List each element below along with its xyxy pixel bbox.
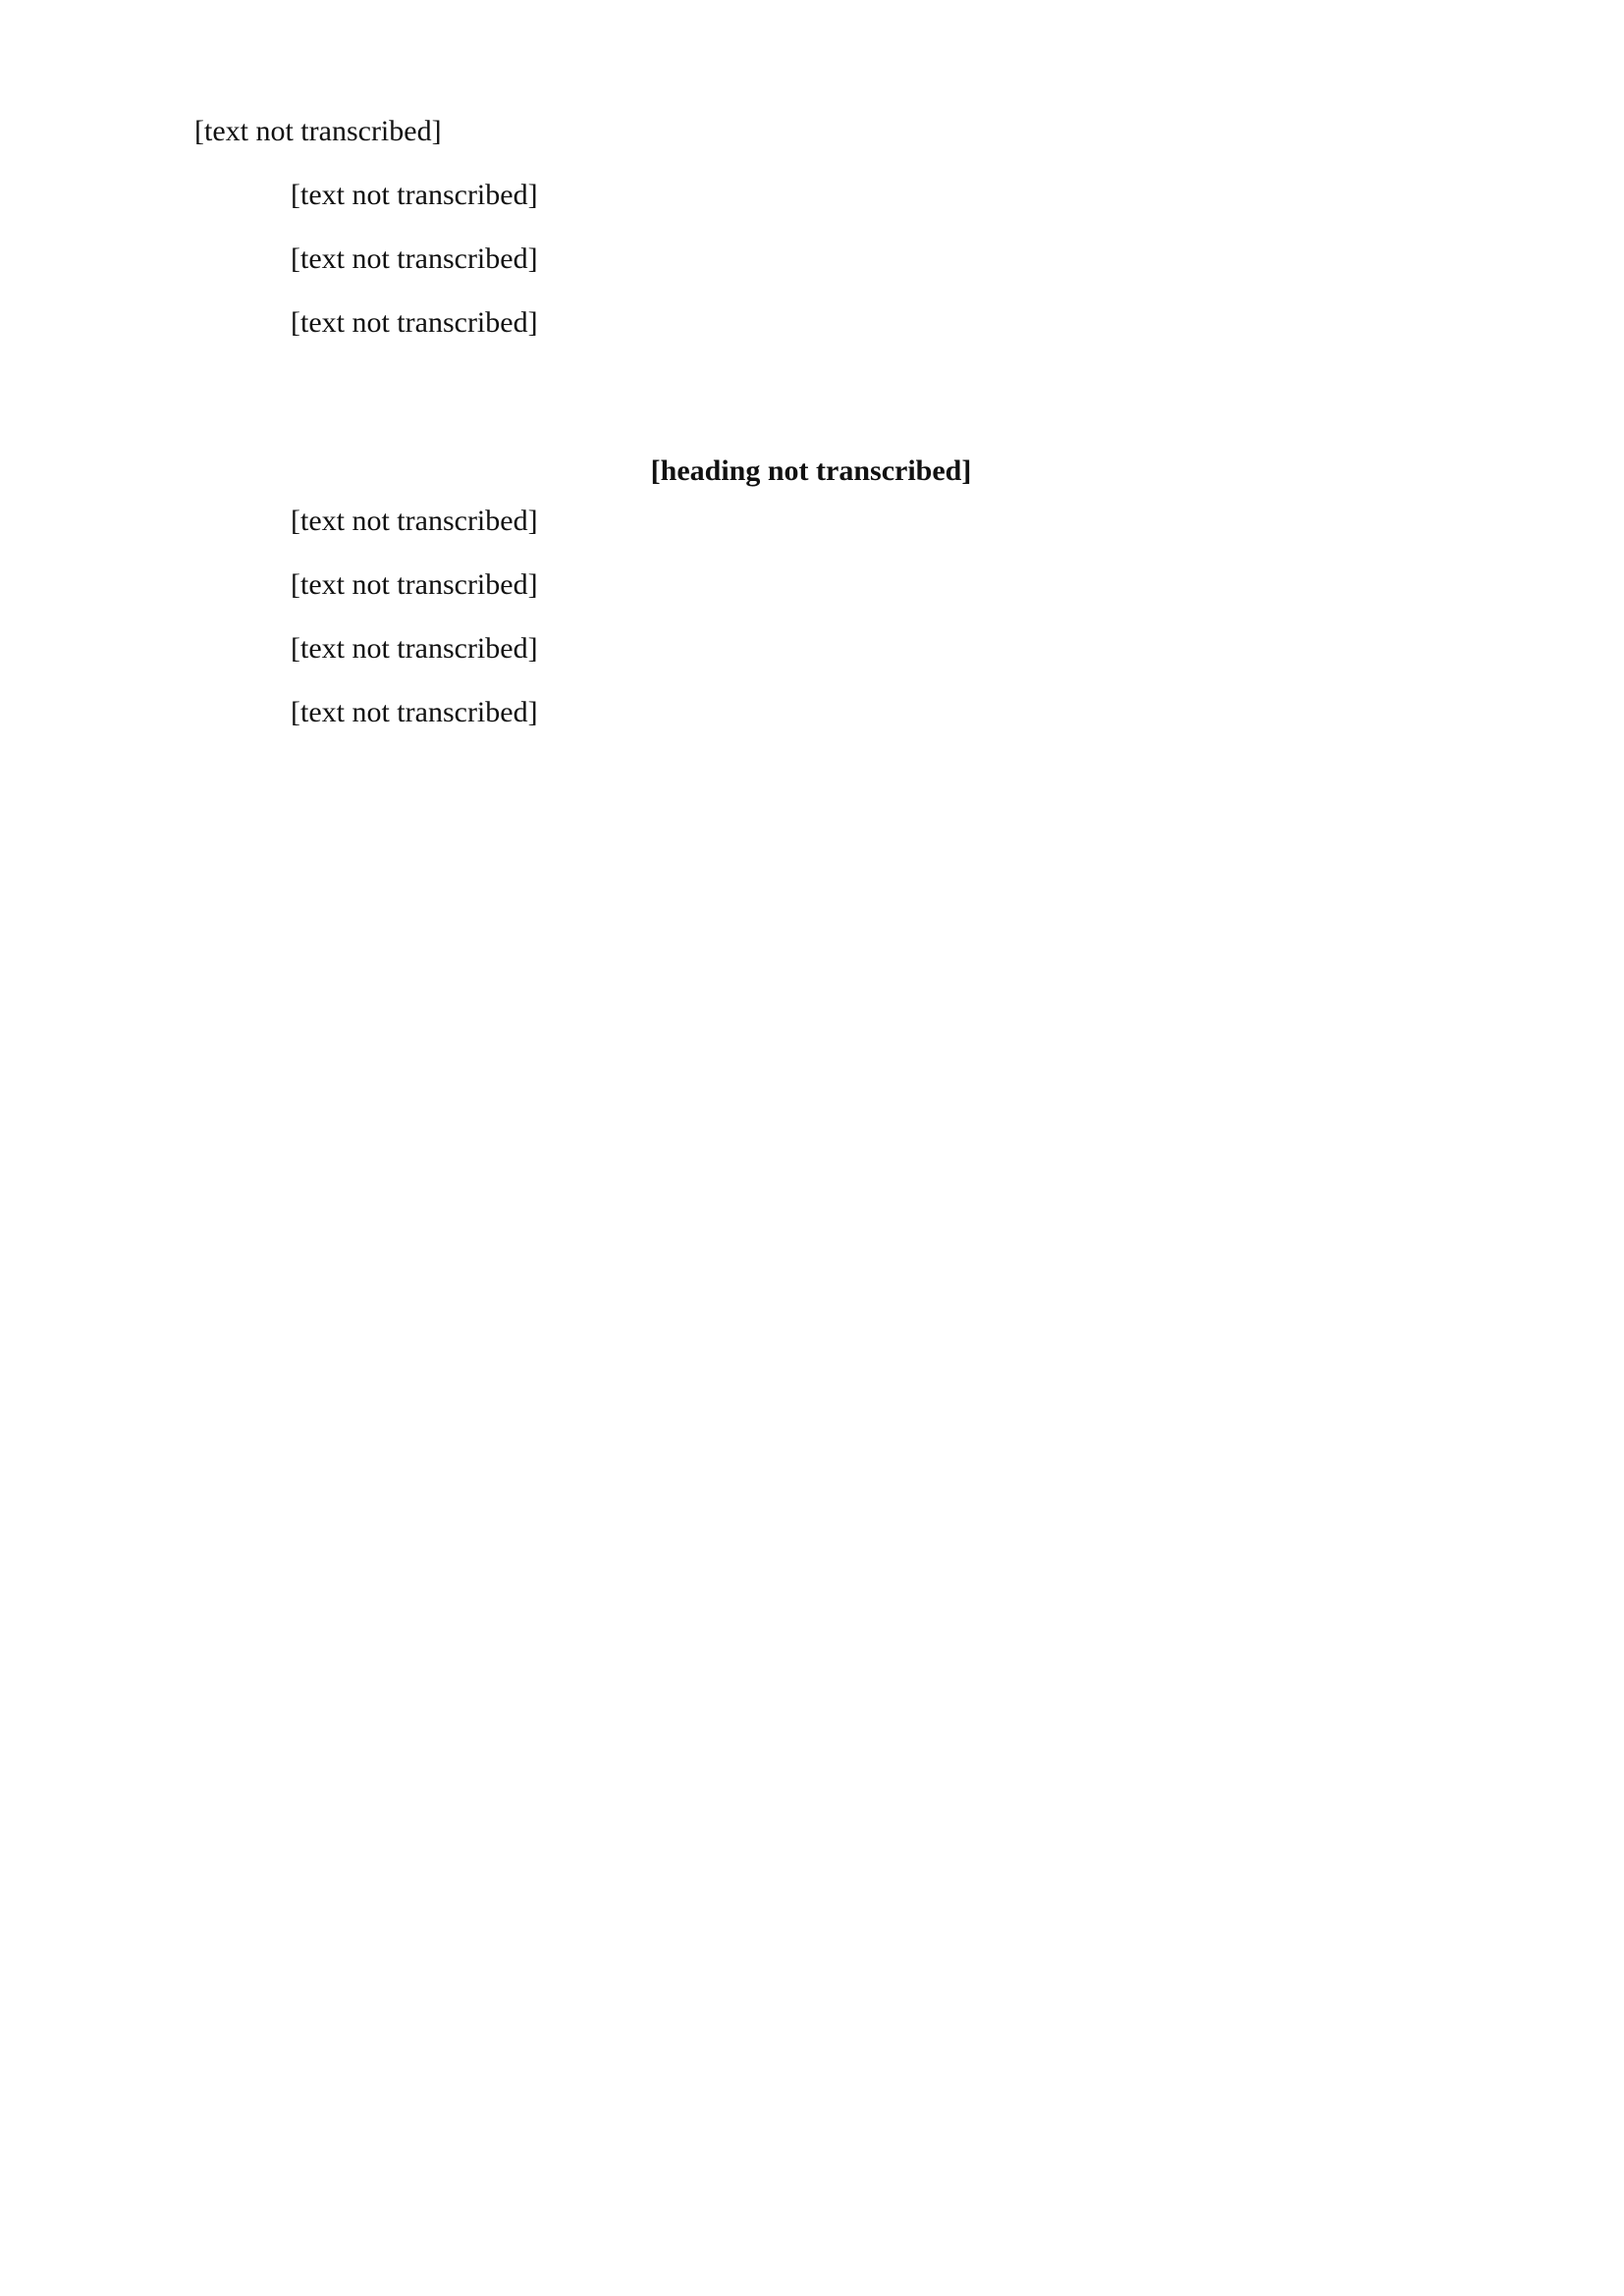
section-spacer	[194, 365, 1428, 450]
body-paragraph: [text not transcribed]	[291, 505, 538, 537]
body-paragraph: [text not transcribed]	[291, 568, 538, 601]
section-heading: [heading not transcribed]	[650, 454, 972, 487]
body-paragraph: [text not transcribed]	[291, 179, 538, 211]
body-paragraph: [text not transcribed]	[291, 306, 538, 339]
continuation-paragraph: [text not transcribed]	[194, 115, 442, 147]
body-paragraph: [text not transcribed]	[291, 242, 538, 275]
body-paragraph: [text not transcribed]	[291, 632, 538, 665]
body-paragraph: [text not transcribed]	[291, 696, 538, 728]
